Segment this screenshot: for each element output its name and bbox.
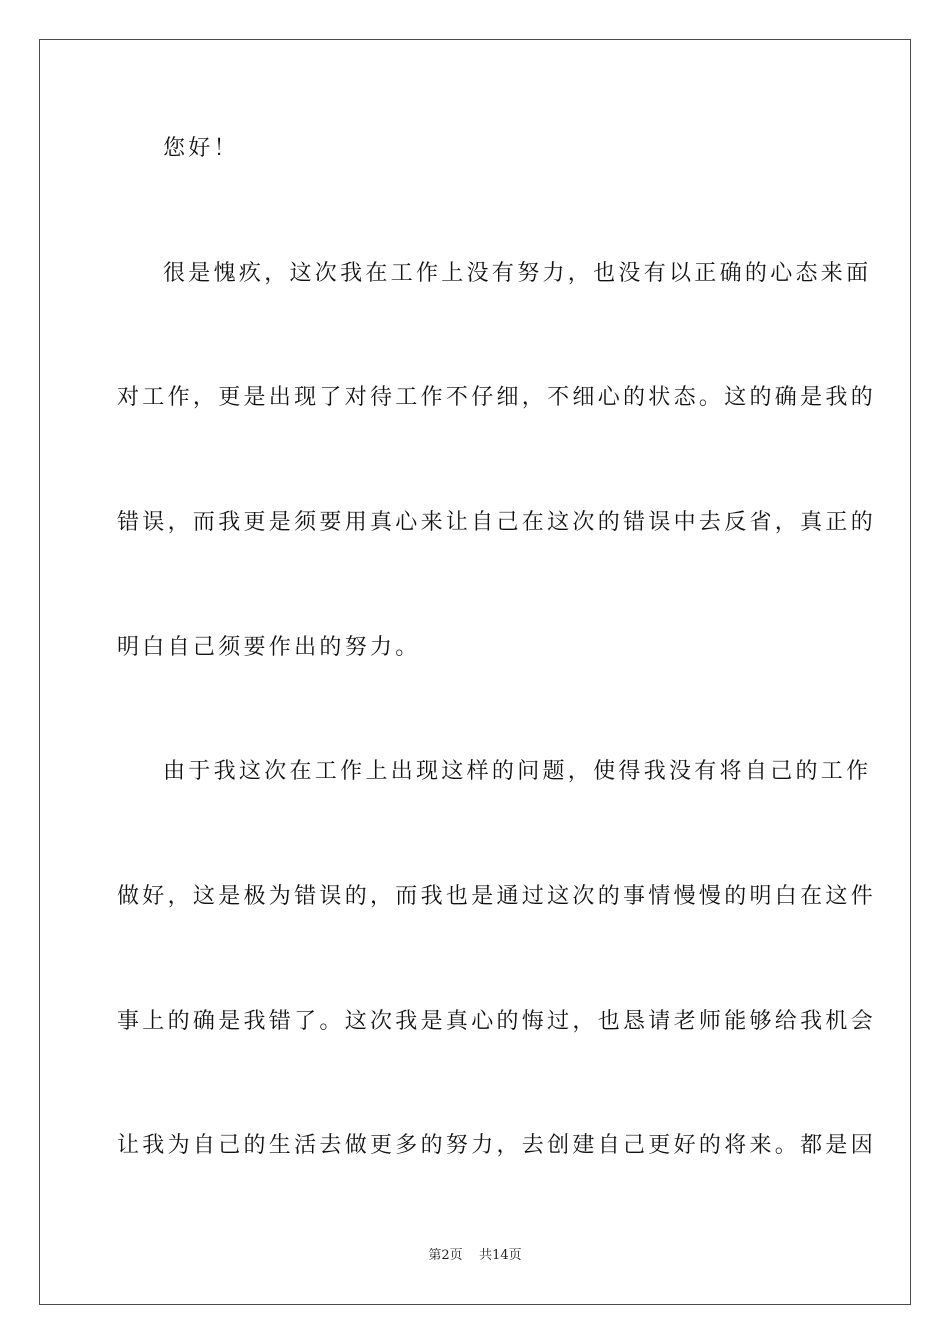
paragraph-line: 很是愧疚，这次我在工作上没有努力，也没有以正确的心态来面	[163, 261, 872, 286]
greeting-line: 您好！	[163, 136, 239, 161]
paragraph-line: 做好，这是极为错误的，而我也是通过这次的事情慢慢的明白在这件	[117, 884, 877, 909]
page-number: 第2页	[428, 1248, 463, 1263]
paragraph-line: 由于我这次在工作上出现这样的问题，使得我没有将自己的工作	[163, 759, 872, 784]
page-footer	[0, 1247, 950, 1265]
paragraph-line: 对工作，更是出现了对待工作不仔细，不细心的状态。这的确是我的	[117, 385, 877, 410]
page-border	[39, 39, 911, 1305]
total-pages: 共14页	[479, 1248, 522, 1263]
paragraph-line: 事上的确是我错了。这次我是真心的悔过，也恳请老师能够给我机会	[117, 1009, 877, 1034]
paragraph-line: 明白自己须要作出的努力。	[117, 635, 421, 660]
paragraph-line: 让我为自己的生活去做更多的努力，去创建自己更好的将来。都是因	[117, 1133, 877, 1158]
paragraph-line: 错误，而我更是须要用真心来让自己在这次的错误中去反省，真正的	[117, 510, 877, 535]
